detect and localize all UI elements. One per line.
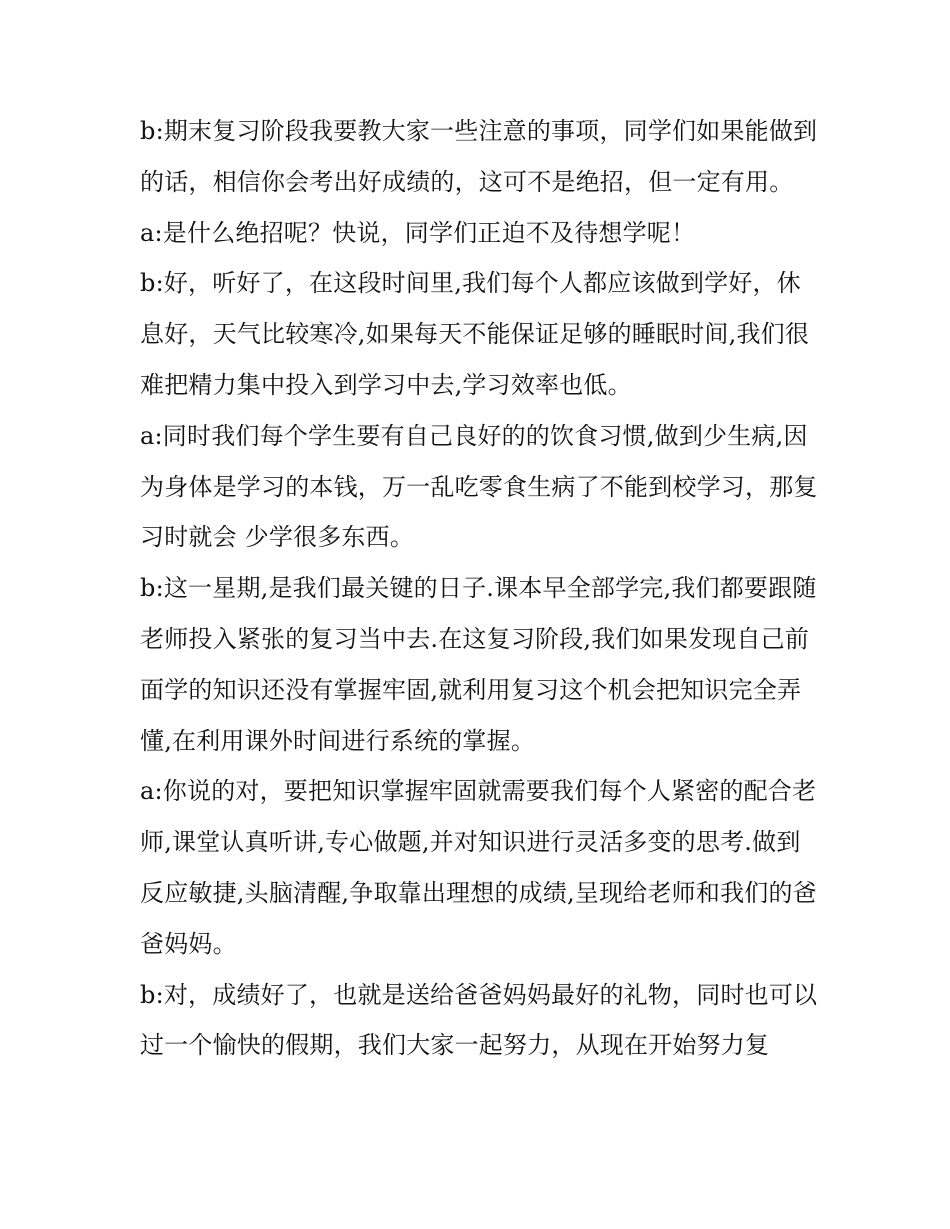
paragraph-2: a:是什么绝招呢？快说，同学们正迫不及待想学呢！ [140, 218, 696, 247]
paragraph-1: b:期末复习阶段我要教大家一些注意的事项，同学们如果能做到的话，相信你会考出好成绩的，这可不是绝招，但一定有用。 [140, 117, 818, 196]
paragraph-6: a:你说的对，要把知识掌握牢固就需要我们每个人紧密的配合老师,课堂认真听讲,专心做题,并对知识进行灵活多变的思考.做到反应敏捷,头脑清醒,争取靠出理想的成绩,呈现给老师和我们的爸爸妈妈。 [140, 777, 817, 958]
paragraph-3: b:好，听好了，在这段时间里,我们每个人都应该做到学好，休息好，天气比较寒冷,如果每天不能保证足够的睡眠时间,我们很难把精力集中投入到学习中去,学习效率也低。 [140, 269, 810, 399]
paragraph-5: b:这一星期,是我们最关键的日子.课本早全部学完,我们都要跟随老师投入紧张的复习当中去.在这复习阶段,我们如果发现自己前面学的知识还没有掌握牢固,就利用复习这个机会把知识完全弄懂,在利用课外时间进行系统的掌握。 [140, 574, 817, 755]
document-body [140, 106, 820, 1071]
paragraph-7: b:对，成绩好了，也就是送给爸爸妈妈最好的礼物，同时也可以过一个愉快的假期，我们大家一起努力，从现在开始努力复 [140, 980, 818, 1060]
paragraph-4: a:同时我们每个学生要有自己良好的的饮食习惯,做到少生病,因为身体是学习的本钱，万一乱吃零食生病了不能到校学习，那复习时就会 少学很多东西。 [140, 421, 818, 552]
